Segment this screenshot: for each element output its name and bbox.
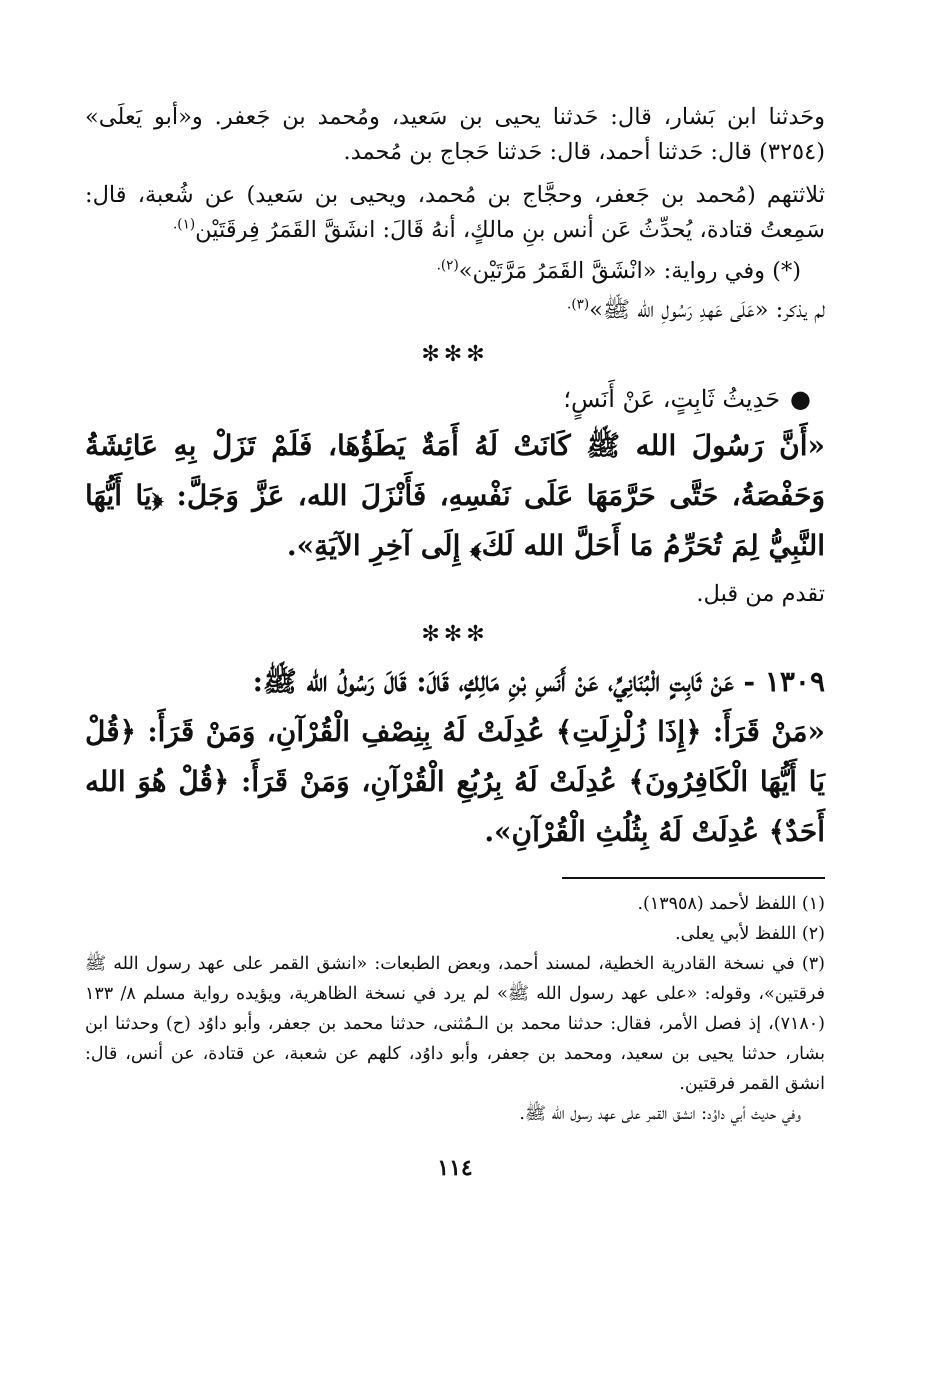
page-number: ١١٤	[437, 1155, 473, 1181]
narration-note-text: لم يذكر: «عَلَى عَهدِ رَسُولِ الله ﷺ»	[589, 297, 825, 323]
hadith-text: «أَنَّ رَسُولَ الله ﷺ كَانَتْ لَهُ أَمَةٌ يَطَؤُهَا، فَلَمْ تَزَلْ بِهِ عَائِشَةُ وَحَفْصَةُ، حَتَّى حَرَّمَهَا عَلَى نَفْسِهِ، فَأَنْزَلَ الله، عَزَّ وَجَلَّ: ﴿يَا أَيُّهَا النَّبِيُّ لِمَ تُحَرِّمُ مَا أَحَلَّ الله لَكَ﴾ إِلَى آخِرِ الآيَةِ».	[85, 429, 825, 562]
footnotes	[85, 889, 825, 1129]
footnote-ref-2: (٢).	[436, 257, 459, 274]
book-page	[85, 100, 825, 1181]
footnote-ref-3: (٣).	[567, 296, 590, 313]
hadith-1309-text: «مَنْ قَرَأَ: ﴿إِذَا زُلْزِلَتِ﴾ عُدِلَتْ لَهُ بِنِصْفِ الْقُرْآنِ، وَمَنْ قَرَأَ: ﴿قُلْ يَا أَيُّهَا الْكَافِرُونَ﴾ عُدِلَتْ لَهُ بِرُبُعِ الْقُرْآنِ، وَمَنْ قَرَأَ: ﴿قُلْ هُوَ الله أَحَدٌ﴾ عُدِلَتْ لَهُ بِثُلُثِ الْقُرْآنِ».	[85, 715, 826, 848]
section-divider-1: ✻✻✻	[421, 342, 489, 367]
hadith-heading-text: حَدِيثُ ثَابِتٍ، عَنْ أَنَسٍ؛	[563, 385, 781, 413]
narration-variant-text: (*) وفي رواية: «انْشَقَّ القَمَرُ مَرَّتَيْن»	[458, 258, 801, 284]
footnote-3: (٣) في نسخة القادرية الخطية، لمسند أحمد، وبعض الطبعات: «انشق القمر على عهد رسول الله ﷺ فرقتين»، وقوله: «على عهد رسول الله ﷺ» لم يرد في نسخة الظاهرية، ويؤيده رواية مسلم ٨/ ١٣٣ (٧١٨٠)، إذ فصل الأمر، فقال: حدثنا محمد بن الـمُثنى، حدثنا محمد بن جعفر، وأبو داوُد (ح) وحدثنا ابن بشار، حدثنا يحيى بن سعيد، ومحمد بن جعفر، وأبو داوُد، كلهم عن شعبة، عن قتادة، عن أنس، قال: انشق القمر فرقتين.	[85, 954, 825, 1094]
footnote-ref-1: (١).	[173, 216, 196, 233]
bullet-icon: ●	[790, 385, 811, 413]
isnad-paragraph-1: وحَدثنا ابن بَشار، قال: حَدثنا يحيى بن سَعيد، ومُحمد بن جَعفر. و«أبو يَعلَى» (٣٢٥٤) قال: حَدثنا أحمد، قال: حَدثنا حَجاج بن مُحمد.	[85, 104, 825, 165]
narration-variant	[85, 254, 825, 289]
footnote-divider	[562, 877, 825, 879]
footnote-2: (٢) اللفظ لأبي يعلى.	[675, 924, 825, 944]
footnote-1: (١) اللفظ لأحمد (١٣٩٥٨).	[637, 894, 825, 914]
isnad-paragraph-2-text: ثلاثتهم (مُحمد بن جَعفر، وحجَّاج بن مُحمد، ويحيى بن سَعيد) عن شُعبة، قال: سَمِعتُ قتادة، يُحدِّثُ عَن أنس بنِ مالكٍ، أنهُ قَالَ: انشَقَّ القَمَرُ فِرقَتَيْن	[85, 182, 825, 243]
footnote-3-continued: وفي حديث أبي داوُد: انشق القمر على عهد رسول الله ﷺ.	[519, 1104, 801, 1124]
preceded-note: تقدم من قبل.	[696, 581, 825, 607]
narration-note	[85, 293, 825, 328]
section-divider-2: ✻✻✻	[421, 622, 489, 647]
isnad-paragraph-2	[85, 178, 825, 248]
hadith-1309-lead: ١٣٠٩ - عَنْ ثَابِتٍ الْبُنَانِيِّ، عَنْ أَنَسِ بْنِ مَالِكٍ، قَالَ: قَالَ رَسُولُ الله ﷺ:	[252, 665, 825, 698]
hadith-heading	[85, 377, 825, 421]
